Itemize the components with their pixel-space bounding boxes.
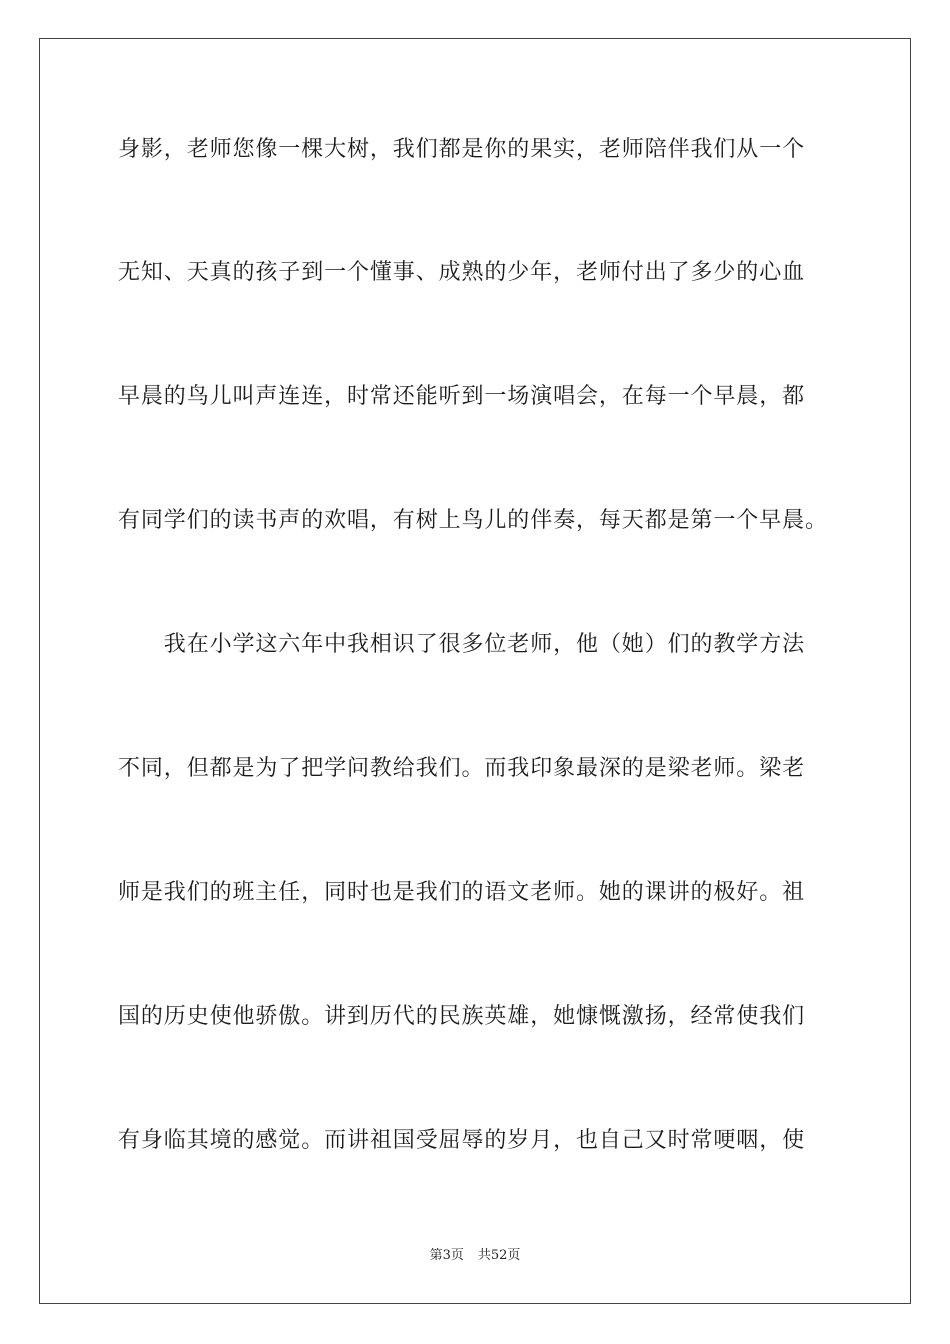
text-line-7: 师是我们的班主任，同时也是我们的语文老师。她的课讲的极好。祖: [118, 880, 806, 905]
text-line-2: 无知、天真的孩子到一个懂事、成熟的少年，老师付出了多少的心血: [118, 260, 806, 285]
total-pages: 共52页: [477, 1248, 521, 1263]
page-number: 第3页: [429, 1248, 464, 1263]
text-line-8: 国的历史使他骄傲。讲到历代的民族英雄，她慷慨激扬，经常使我们: [118, 1004, 806, 1029]
text-line-6: 不同，但都是为了把学问教给我们。而我印象最深的是梁老师。梁老: [118, 756, 806, 781]
text-line-4: 有同学们的读书声的欢唱，有树上鸟儿的伴奏，每天都是第一个早晨。: [118, 508, 828, 533]
text-line-9: 有身临其境的感觉。而讲祖国受屈辱的岁月，也自己又时常哽咽，使: [118, 1128, 806, 1153]
page-frame: [39, 38, 911, 1304]
text-line-5: 我在小学这六年中我相识了很多位老师，他（她）们的教学方法: [118, 632, 806, 657]
text-line-1: 身影，老师您像一棵大树，我们都是你的果实，老师陪伴我们从一个: [118, 137, 806, 162]
page-footer: [0, 1247, 950, 1265]
text-line-3: 早晨的鸟儿叫声连连，时常还能听到一场演唱会，在每一个早晨，都: [118, 384, 806, 409]
